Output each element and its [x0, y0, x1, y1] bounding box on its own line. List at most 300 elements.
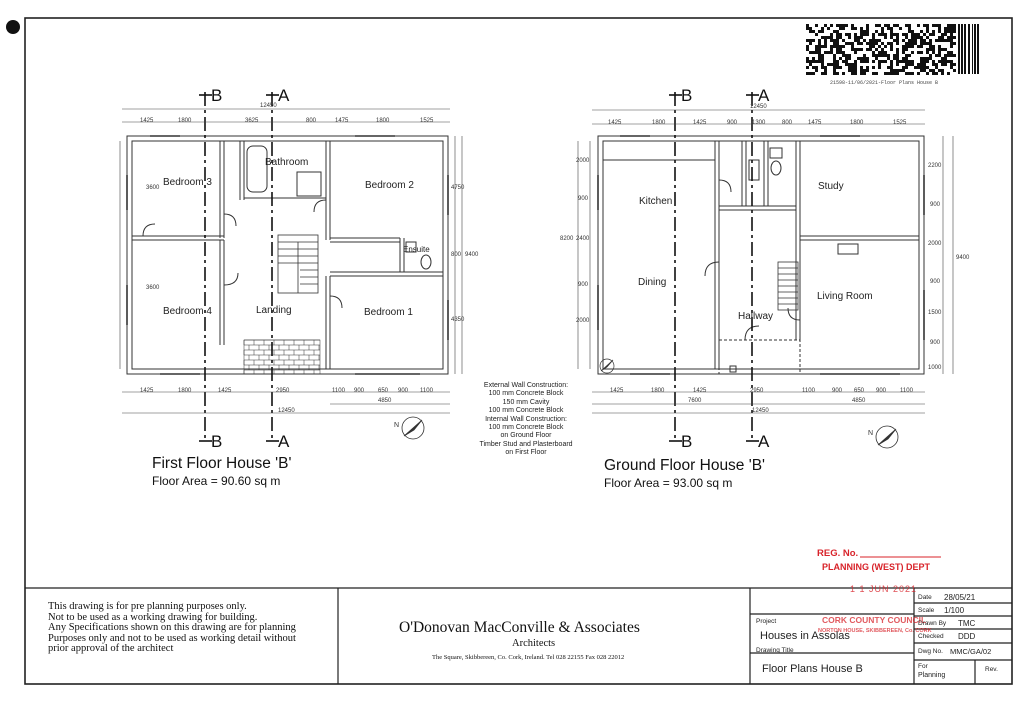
disclaimer — [48, 602, 296, 655]
gf-top-dim-4: 1300 — [752, 120, 766, 126]
barcode-cell — [839, 24, 842, 27]
room-label-landing: Landing — [256, 305, 292, 316]
tb-date-label: Date — [918, 594, 932, 601]
barcode-cell — [896, 48, 899, 51]
barcode-cell — [902, 39, 905, 42]
barcode-cell — [827, 27, 830, 30]
barcode-cell — [812, 72, 815, 75]
barcode-cell — [824, 39, 827, 42]
barcode-cell — [830, 48, 833, 51]
barcode-cell — [845, 57, 848, 60]
barcode-cell — [833, 60, 836, 63]
barcode-cell — [815, 48, 818, 51]
firm-address: The Square, Skibbereen, Co. Cork, Ireland. Tel 028 22155 Fax 028 22012 — [432, 654, 625, 661]
barcode-cell — [896, 33, 899, 36]
barcode-cell — [851, 48, 854, 51]
ff-plan-title: First Floor House 'B' — [152, 455, 292, 472]
barcode-cell — [854, 66, 857, 69]
barcode-cell — [935, 66, 938, 69]
barcode-cell — [881, 30, 884, 33]
barcode-cell — [896, 24, 899, 27]
barcode-cell — [857, 39, 860, 42]
barcode-cell — [932, 45, 935, 48]
barcode-cell — [917, 33, 920, 36]
construction-note-line: Timber Stud and Plasterboard — [479, 440, 573, 448]
barcode-cell — [938, 60, 941, 63]
barcode-cell — [950, 36, 953, 39]
barcode-cell — [950, 42, 953, 45]
barcode-cell — [863, 39, 866, 42]
ff-bottom-dim-0: 1425 — [140, 388, 154, 394]
barcode-cell — [815, 60, 818, 63]
barcode-cell — [905, 42, 908, 45]
barcode-cell — [908, 54, 911, 57]
barcode-cell — [923, 60, 926, 63]
gf-left-dim-2: 2400 — [576, 236, 590, 242]
gf-top-total: 12450 — [750, 104, 767, 110]
barcode-cell — [935, 54, 938, 57]
barcode-cell — [881, 51, 884, 54]
gf-left-dim-1: 900 — [578, 196, 589, 202]
construction-note-line: Internal Wall Construction: — [485, 415, 567, 423]
barcode-cell — [947, 72, 950, 75]
barcode-cell — [914, 33, 917, 36]
gf-bottom-total: 12450 — [752, 408, 769, 414]
gf-right-dim-3: 900 — [930, 279, 941, 285]
barcode-cell — [932, 48, 935, 51]
gf-section-b-bottom: B — [681, 432, 693, 451]
barcode-cell — [911, 42, 914, 45]
barcode-cell — [950, 33, 953, 36]
barcode-cell — [821, 72, 824, 75]
tb-project-label: Project — [756, 618, 777, 625]
barcode-cell — [926, 36, 929, 39]
barcode-cell — [854, 51, 857, 54]
barcode-cell — [851, 24, 854, 27]
ff-bottom-dim-2: 1425 — [218, 388, 232, 394]
barcode-cell — [953, 63, 956, 66]
barcode-cell — [932, 24, 935, 27]
gf-bottom-dim-0: 1425 — [610, 388, 624, 394]
room-label-kitchen: Kitchen — [639, 196, 673, 207]
stamp-dept: PLANNING (WEST) DEPT — [822, 562, 930, 572]
barcode-bar — [977, 24, 979, 74]
barcode-cell — [812, 39, 815, 42]
barcode-cell — [947, 54, 950, 57]
barcode-cell — [890, 30, 893, 33]
barcode-cell — [923, 69, 926, 72]
barcode-cell — [878, 45, 881, 48]
barcode-cell — [932, 60, 935, 63]
barcode-cell — [836, 42, 839, 45]
barcode-cell — [881, 27, 884, 30]
barcode-cell — [827, 51, 830, 54]
barcode-cell — [845, 54, 848, 57]
barcode-cell — [857, 48, 860, 51]
barcode-cell — [836, 45, 839, 48]
barcode-cell — [851, 27, 854, 30]
barcode-cell — [842, 27, 845, 30]
ff-right-dim-0: 4750 — [451, 185, 465, 191]
barcode-cell — [872, 33, 875, 36]
barcode-cell — [920, 42, 923, 45]
barcode-cell — [896, 36, 899, 39]
barcode-cell — [893, 69, 896, 72]
barcode-cell — [899, 27, 902, 30]
barcode-cell — [908, 39, 911, 42]
barcode-cell — [824, 45, 827, 48]
barcode-cell — [830, 45, 833, 48]
barcode-cell — [911, 36, 914, 39]
barcode-cell — [833, 69, 836, 72]
barcode-cell — [932, 63, 935, 66]
tb-scale-label: Scale — [918, 607, 935, 614]
barcode-cell — [809, 30, 812, 33]
barcode-cell — [917, 72, 920, 75]
barcode-cell — [938, 51, 941, 54]
room-label-hallway: Hallway — [738, 311, 774, 322]
ff-top-dim-1: 1800 — [178, 118, 192, 124]
construction-notes — [466, 382, 586, 458]
gf-top-dim-2: 1425 — [693, 120, 707, 126]
barcode-cell — [893, 33, 896, 36]
barcode-cell — [908, 27, 911, 30]
barcode-cell — [923, 57, 926, 60]
barcode-cell — [872, 36, 875, 39]
barcode-cell — [812, 66, 815, 69]
barcode-cell — [902, 33, 905, 36]
barcode-cell — [881, 60, 884, 63]
barcode-cell — [809, 51, 812, 54]
construction-note-line: on First Floor — [505, 449, 547, 457]
barcode-cell — [917, 36, 920, 39]
barcode-cell — [842, 54, 845, 57]
barcode-cell — [821, 30, 824, 33]
barcode-cell — [926, 60, 929, 63]
barcode-cell — [866, 57, 869, 60]
tb-drawing-title-label: Drawing Title — [756, 647, 794, 654]
gf-section-b-top: B — [681, 86, 693, 105]
barcode-cell — [866, 27, 869, 30]
barcode-cell — [950, 45, 953, 48]
barcode-cell — [905, 36, 908, 39]
barcode-cell — [836, 72, 839, 75]
barcode-cell — [854, 60, 857, 63]
room-label-bedroom2: Bedroom 2 — [365, 180, 414, 191]
barcode-cell — [908, 30, 911, 33]
barcode-cell — [824, 51, 827, 54]
barcode-cell — [845, 60, 848, 63]
barcode-cell — [878, 63, 881, 66]
barcode-cell — [911, 63, 914, 66]
ff-bottom-dim-7: 900 — [398, 388, 409, 394]
barcode-cell — [875, 24, 878, 27]
barcode-cell — [839, 48, 842, 51]
gf-right-dim-5: 900 — [930, 340, 941, 346]
barcode-cell — [920, 63, 923, 66]
barcode-cell — [872, 45, 875, 48]
barcode-cell — [818, 51, 821, 54]
gf-bottom-dim-1: 1800 — [651, 388, 665, 394]
barcode-cell — [911, 72, 914, 75]
barcode-cell — [872, 60, 875, 63]
barcode-cell — [806, 39, 809, 42]
barcode-cell — [926, 48, 929, 51]
stamp-reg: REG. No. — [817, 548, 859, 559]
barcode-cell — [908, 42, 911, 45]
barcode-cell — [905, 33, 908, 36]
barcode-cell — [905, 48, 908, 51]
barcode-cell — [878, 39, 881, 42]
barcode-cell — [905, 54, 908, 57]
ff-section-a-top: A — [278, 86, 290, 105]
barcode-cell — [941, 48, 944, 51]
barcode-cell — [821, 27, 824, 30]
barcode-cell — [866, 24, 869, 27]
barcode-cell — [824, 36, 827, 39]
barcode-cell — [851, 66, 854, 69]
barcode-cell — [848, 54, 851, 57]
barcode-cell — [833, 66, 836, 69]
barcode-cell — [926, 57, 929, 60]
barcode-cell — [890, 60, 893, 63]
barcode-cell — [836, 24, 839, 27]
barcode-cell — [908, 45, 911, 48]
room-label-living: Living Room — [817, 291, 873, 302]
barcode-cell — [839, 36, 842, 39]
barcode-cell — [806, 45, 809, 48]
ff-bottom-dim-6: 650 — [378, 388, 389, 394]
barcode-cell — [899, 60, 902, 63]
barcode-cell — [944, 33, 947, 36]
tb-dwg: MMC/GA/02 — [950, 647, 992, 656]
barcode-cell — [878, 60, 881, 63]
barcode-cell — [950, 51, 953, 54]
barcode-cell — [833, 54, 836, 57]
barcode-cell — [848, 69, 851, 72]
barcode-cell — [923, 66, 926, 69]
barcode-cell — [860, 36, 863, 39]
barcode-bar — [964, 24, 966, 74]
ff-bottom-total: 12450 — [278, 408, 295, 414]
barcode-cell — [860, 30, 863, 33]
gf-left-dim-4: 2000 — [576, 318, 590, 324]
barcode-cell — [836, 33, 839, 36]
room-label-bedroom1: Bedroom 1 — [364, 307, 413, 318]
barcode-cell — [818, 45, 821, 48]
ff-bottom-dim-8: 1100 — [420, 388, 433, 394]
barcode-cell — [836, 60, 839, 63]
firm-name: O'Donovan MacConville & Associates — [399, 619, 640, 636]
barcode-cell — [815, 45, 818, 48]
barcode-cell — [929, 33, 932, 36]
barcode-cell — [884, 51, 887, 54]
barcode-cell — [911, 30, 914, 33]
barcode-cell — [866, 60, 869, 63]
barcode-cell — [815, 24, 818, 27]
ff-top-dim-5: 1800 — [376, 118, 390, 124]
barcode-cell — [926, 42, 929, 45]
barcode-cell — [887, 72, 890, 75]
gf-bottom-sub-right: 4850 — [852, 398, 866, 404]
barcode-cell — [950, 24, 953, 27]
gf-top-dim-5: 800 — [782, 120, 793, 126]
barcode-cell — [866, 48, 869, 51]
barcode-cell — [854, 63, 857, 66]
ff-top-dim-6: 1525 — [420, 118, 434, 124]
barcode-cell — [815, 66, 818, 69]
barcode-cell — [818, 42, 821, 45]
room-label-bedroom3: Bedroom 3 — [163, 177, 212, 188]
barcode-cell — [857, 42, 860, 45]
barcode-cell — [947, 27, 950, 30]
barcode-cell — [854, 48, 857, 51]
barcode-cell — [905, 57, 908, 60]
gf-left-dim-3: 900 — [578, 282, 589, 288]
ff-left-dim-1: 3600 — [146, 285, 160, 291]
barcode-cell — [833, 57, 836, 60]
barcode-cell — [848, 66, 851, 69]
barcode-cell — [890, 72, 893, 75]
barcode-cell — [857, 57, 860, 60]
barcode-cell — [926, 51, 929, 54]
barcode-cell — [809, 42, 812, 45]
barcode-cell — [818, 54, 821, 57]
barcode-cell — [890, 69, 893, 72]
construction-note-line: External Wall Construction: — [483, 382, 569, 389]
barcode-cell — [875, 57, 878, 60]
barcode-cell — [893, 57, 896, 60]
barcode-cell — [890, 42, 893, 45]
gf-left-total: 8200 — [560, 236, 574, 242]
construction-note-line: 150 mm Cavity — [502, 398, 550, 406]
barcode-cell — [905, 66, 908, 69]
disclaimer-line: This drawing is for pre planning purposes only. — [48, 601, 247, 612]
barcode-cell — [812, 57, 815, 60]
barcode-cell — [839, 33, 842, 36]
barcode-cell — [947, 39, 950, 42]
barcode-cell — [944, 57, 947, 60]
barcode-cell — [953, 30, 956, 33]
barcode-cell — [905, 24, 908, 27]
barcode-cell — [821, 63, 824, 66]
barcode-cell — [953, 24, 956, 27]
ff-bottom-dim-1: 1800 — [178, 388, 192, 394]
gf-top-dim-7: 1800 — [850, 120, 864, 126]
gf-bottom-dim-6: 650 — [854, 388, 865, 394]
barcode-cell — [884, 33, 887, 36]
barcode-cell — [818, 39, 821, 42]
barcode-cell — [866, 30, 869, 33]
barcode-cell — [833, 72, 836, 75]
barcode-cell — [947, 24, 950, 27]
barcode-cell — [878, 54, 881, 57]
barcode-cell — [866, 42, 869, 45]
barcode-cell — [899, 69, 902, 72]
gf-bottom-sub-left: 7600 — [688, 398, 702, 404]
barcode-cell — [872, 51, 875, 54]
barcode-cell — [893, 24, 896, 27]
barcode-cell — [932, 30, 935, 33]
barcode-cell — [848, 36, 851, 39]
barcode-cell — [887, 66, 890, 69]
ff-bottom-dim-3: 2950 — [276, 388, 290, 394]
barcode-cell — [950, 60, 953, 63]
barcode-cell — [896, 39, 899, 42]
barcode-cell — [878, 66, 881, 69]
barcode-cell — [920, 36, 923, 39]
barcode-cell — [881, 33, 884, 36]
barcode-cell — [926, 72, 929, 75]
barcode-cell — [881, 48, 884, 51]
barcode-cell — [944, 60, 947, 63]
barcode-cell — [848, 42, 851, 45]
barcode-cell — [863, 72, 866, 75]
barcode-cell — [917, 63, 920, 66]
barcode-cell — [944, 54, 947, 57]
barcode-cell — [806, 24, 809, 27]
ff-section-b-bottom: B — [211, 432, 223, 451]
ff-north-label: N — [394, 422, 400, 429]
barcode-cell — [860, 69, 863, 72]
barcode-cell — [854, 72, 857, 75]
construction-note-line: 100 mm Concrete Block — [488, 390, 564, 398]
barcode-cell — [896, 63, 899, 66]
barcode-cell — [854, 27, 857, 30]
barcode-cell — [860, 27, 863, 30]
barcode-bar — [968, 24, 970, 74]
barcode-cell — [911, 60, 914, 63]
barcode-cell — [902, 51, 905, 54]
barcode-cell — [806, 57, 809, 60]
ff-right-total: 9400 — [465, 252, 479, 258]
ff-right-dim-1: 800 — [451, 252, 462, 258]
barcode-cell — [908, 24, 911, 27]
barcode-cell — [944, 39, 947, 42]
construction-note-line: 100 mm Concrete Block — [488, 424, 564, 432]
barcode-cell — [842, 24, 845, 27]
firm-subtitle: Architects — [512, 638, 556, 649]
gf-bottom-dim-8: 1100 — [900, 388, 913, 394]
barcode-cell — [863, 60, 866, 63]
barcode-cell — [884, 60, 887, 63]
barcode-cell — [938, 54, 941, 57]
barcode-cell — [947, 60, 950, 63]
barcode-cell — [863, 54, 866, 57]
barcode-cell — [926, 66, 929, 69]
barcode-cell — [851, 72, 854, 75]
stamp-council: CORK COUNTY COUNCIL — [822, 615, 927, 625]
barcode-cell — [944, 63, 947, 66]
barcode-cell — [905, 60, 908, 63]
barcode-cell — [941, 33, 944, 36]
barcode-cell — [941, 69, 944, 72]
barcode-cell — [920, 39, 923, 42]
barcode-cell — [866, 33, 869, 36]
barcode-cell — [908, 63, 911, 66]
tb-date: 28/05/21 — [944, 593, 976, 602]
barcode-cell — [938, 24, 941, 27]
barcode-cell — [878, 33, 881, 36]
gf-top-dim-8: 1525 — [893, 120, 907, 126]
barcode-cell — [854, 69, 857, 72]
barcode-cell — [875, 42, 878, 45]
barcode-cell — [893, 54, 896, 57]
barcode-cell — [902, 66, 905, 69]
disclaimer-line: prior approval of the architect — [48, 643, 174, 655]
barcode-text: 21598-11/06/2021-Floor Plans House B — [830, 80, 939, 86]
barcode-cell — [938, 45, 941, 48]
